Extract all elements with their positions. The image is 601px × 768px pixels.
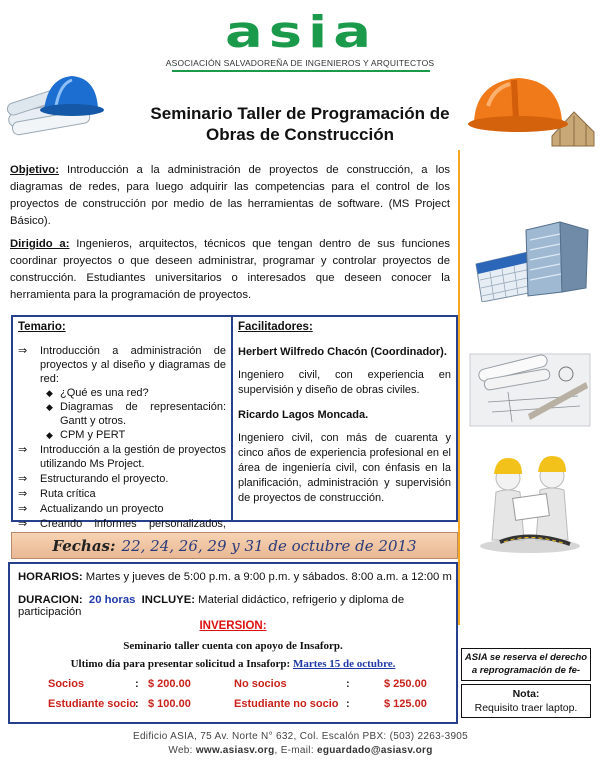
nosocios-colon: : <box>346 678 350 690</box>
list-item <box>18 443 226 471</box>
info-box <box>8 562 458 724</box>
footer-web-link[interactable]: www.asiasv.org <box>195 745 275 756</box>
socios-label: Socios <box>48 678 85 690</box>
drafting-tools-image <box>468 352 592 428</box>
temario-item-text: Actualizando un proyecto <box>40 503 164 515</box>
arrow-icon: ⇒ <box>18 503 28 515</box>
est-nosocio-label: Estudiante no socio <box>234 698 339 710</box>
ultimo-dia-text: Ultimo día para presentar solicitud a Insaforp: <box>70 658 291 670</box>
temario-item-text: Introducción a la gestión de proyectos utilizando Ms Project. <box>40 444 226 470</box>
temario-item-text: Creando informes personalizados, <box>40 518 226 530</box>
facilitator-desc-1: Ingeniero civil, con experiencia en supervisión y diseño de obras civiles. <box>238 369 451 396</box>
engineers-image <box>470 434 592 556</box>
engineer-figures <box>480 456 580 553</box>
fechas-banner <box>11 532 458 559</box>
diamond-bullet-icon: ◆ <box>46 430 53 440</box>
arrow-icon: ⇒ <box>18 345 28 357</box>
orange-hardhat <box>468 78 568 132</box>
blueprint-sheet <box>513 494 550 521</box>
ultimo-dia-line <box>10 658 456 670</box>
temario-subitem-text: Diagramas de representación: Gantt y otros. <box>60 401 226 427</box>
building-calendar-image <box>470 218 592 302</box>
est-socio-colon: : <box>135 698 139 710</box>
diamond-bullet-icon: ◆ <box>46 388 53 398</box>
facilitator-name-1: Herbert Wilfredo Chacón (Coordinador). <box>238 346 447 358</box>
yellow-hardhat-icon <box>494 458 522 474</box>
diamond-bullet-icon: ◆ <box>46 402 53 412</box>
horarios-text: Martes y jueves de 5:00 p.m. a 9:00 p.m. y sábados. 8:00 a.m. a 12:00 m <box>85 571 452 583</box>
horarios-line <box>18 571 452 583</box>
temario-item-text: Estructurando el proyecto. <box>40 473 169 485</box>
duracion-value: 20 horas <box>88 594 136 606</box>
temario-subitem-text: ¿Qué es una red? <box>60 387 149 399</box>
incluye-label: INCLUYE: <box>141 594 196 606</box>
office-building <box>526 222 588 296</box>
arrow-icon: ⇒ <box>18 488 28 500</box>
facilitadores-box <box>231 315 458 522</box>
objetivo-paragraph <box>10 162 450 230</box>
temario-sublist <box>46 386 226 442</box>
dirigido-paragraph <box>10 236 450 304</box>
footer-web-label: Web: <box>168 745 193 756</box>
nota-box <box>461 684 591 718</box>
inversion-heading: INVERSION: <box>199 620 267 632</box>
asia-logo <box>172 8 430 58</box>
ultimo-dia-date: Martes 15 de octubre. <box>292 658 396 670</box>
est-socio-label: Estudiante socio <box>48 698 137 710</box>
socios-colon: : <box>135 678 139 690</box>
logo-text: asia <box>224 7 378 58</box>
temario-subitem-text: CPM y PERT <box>60 429 126 441</box>
blue-hardhat <box>40 76 104 116</box>
list-item <box>46 400 226 428</box>
fechas-label: Fechas: <box>52 536 116 555</box>
temario-list <box>18 344 226 545</box>
duracion-label: DURACION: <box>18 594 83 606</box>
vertical-divider <box>458 150 460 625</box>
horarios-label: HORARIOS: <box>18 571 83 583</box>
duracion-line <box>18 594 456 618</box>
calendar <box>476 252 534 302</box>
list-item <box>46 428 226 442</box>
yellow-hardhat-icon <box>538 456 566 472</box>
reserva-note: ASIA se reserva el derecho a reprogramación de fe- <box>461 648 591 681</box>
dirigido-text: Ingenieros, arquitectos, técnicos que tengan dentro de sus funciones coordinar proyectos o que deseen administrar, programar y controlar proyectos de construcción. Estudiantes universitarios o interesados que deseen conocer la herramienta para la programación de proyectos. <box>10 238 451 301</box>
arrow-icon: ⇒ <box>18 473 28 485</box>
list-item <box>18 344 226 442</box>
facilitator-desc-2: Ingeniero civil, con más de cuarenta y cinco años de experiencia profesional en el área de ingeniería civil, con énfasis en la planificación, administración y supervisión de proyectos de construcción. <box>238 432 451 504</box>
temario-item-text: Ruta crítica <box>40 488 96 500</box>
list-item <box>18 472 226 486</box>
title-line-1: Seminario Taller de Programación de <box>150 104 450 123</box>
est-socio-price: $ 100.00 <box>148 698 191 710</box>
page-title <box>130 103 470 145</box>
facilitadores-heading: Facilitadores: <box>238 321 313 333</box>
temario-box <box>11 315 233 530</box>
org-underline <box>172 70 430 72</box>
nota-text: Requisito traer laptop. <box>474 702 578 714</box>
socios-price: $ 200.00 <box>148 678 191 690</box>
nota-heading: Nota: <box>512 688 540 700</box>
footer-address: Edificio ASIA, 75 Av. Norte N° 632, Col. Escalón PBX: (503) 2263-3905 <box>132 731 469 742</box>
list-item <box>46 386 226 400</box>
list-item <box>18 487 226 501</box>
arrow-icon: ⇒ <box>18 444 28 456</box>
footer-contact <box>0 745 601 756</box>
temario-item-text: Introducción a administración de proyectos y al diseño y diagramas de red: <box>40 345 226 385</box>
apoyo-line: Seminario taller cuenta con apoyo de Insaforp. <box>123 640 343 652</box>
temario-heading: Temario: <box>18 321 66 333</box>
nosocios-price: $ 250.00 <box>384 678 427 690</box>
incluye-text: Material didáctico, refrigerio y diploma de participación <box>18 594 405 618</box>
fechas-value: 22, 24, 26, 29 y 31 de octubre de 2013 <box>121 536 417 555</box>
footer-email-link[interactable]: eguardado@asiasv.org <box>317 745 433 756</box>
blue-hardhat-image <box>4 66 104 140</box>
title-line-2: Obras de Construcción <box>206 125 394 144</box>
est-nosocio-colon: : <box>346 698 350 710</box>
facilitator-name-2: Ricardo Lagos Moncada. <box>238 409 369 421</box>
arrow-icon: ⇒ <box>18 518 28 530</box>
footer-email-label: , E-mail: <box>274 745 314 756</box>
dirigido-label: Dirigido a: <box>10 238 70 250</box>
objetivo-text: Introducción a la administración de proyectos de construcción, a los diagramas de redes, para luego adquirir las competencias para el control de los proyectos de construcción por medio de las herramientas de software. (MS Project Básico). <box>10 164 451 227</box>
org-name: ASOCIACIÓN SALVADOREÑA DE INGENIEROS Y ARQUITECTOS <box>165 58 435 68</box>
list-item <box>18 502 226 516</box>
orange-hardhat-image <box>466 66 596 148</box>
nosocios-label: No socios <box>234 678 287 690</box>
est-nosocio-price: $ 125.00 <box>384 698 427 710</box>
objetivo-label: Objetivo: <box>10 164 59 176</box>
